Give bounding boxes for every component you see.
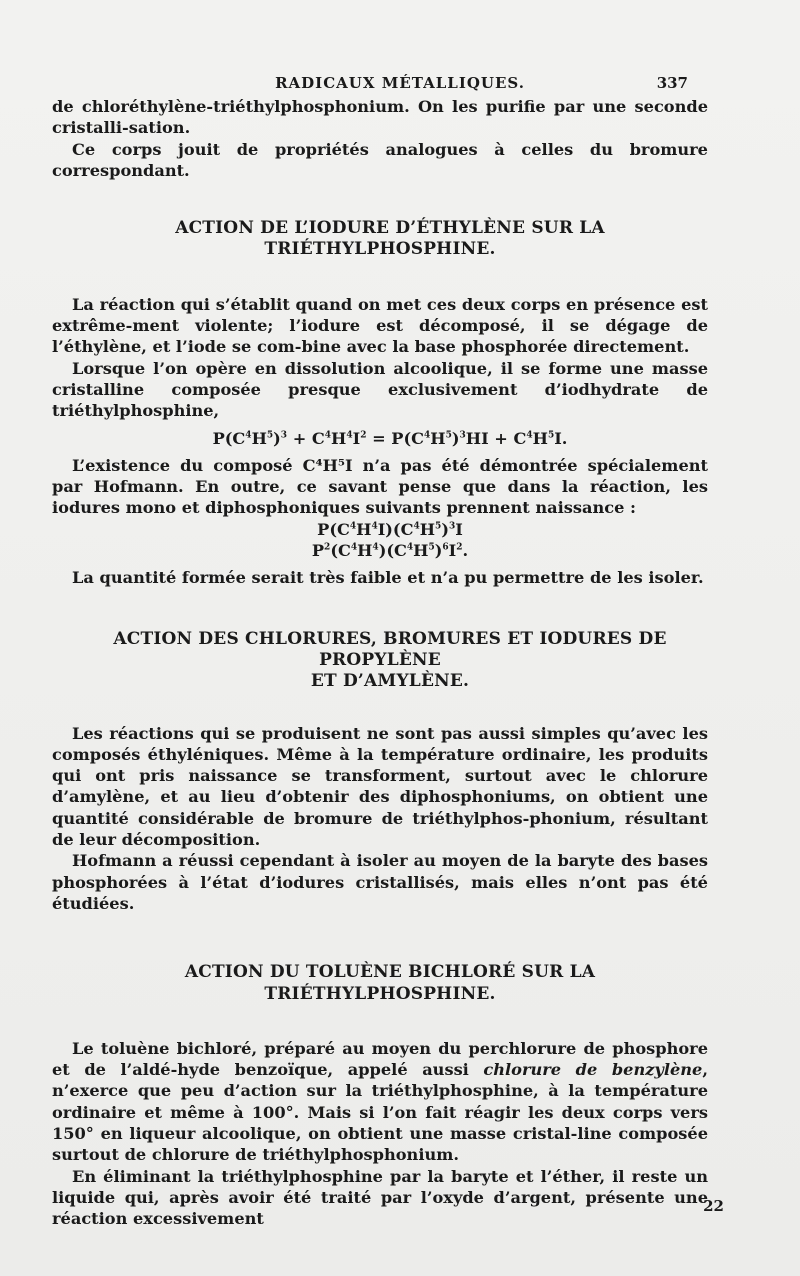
running-title: RADICAUX MÉTALLIQUES. [275, 74, 525, 92]
paragraph: Hofmann a réussi cependant à isoler au moyen de la baryte des bases phosphorées à l’état d’iodures cristallisés, mais elles n’ont pas été étudiées. [52, 851, 708, 913]
text-span: Le toluène bichloré, préparé au moyen du perchlorure de phosphore et de l’aldé-hyde benzoïque, appelé aussi [52, 1038, 708, 1080]
section-heading: ACTION DES CHLORURES, BROMURES ET IODURES DE PROPYLÈNE [113, 628, 667, 670]
chemical-formula: $P(C^4H^4I)(C^4H^5)^3I$ [317, 519, 463, 539]
paragraph: Ce corps jouit de propriétés analogues à celles du bromure correspondant. [52, 139, 708, 180]
italic-term: chlorure de benzylène [483, 1060, 703, 1080]
paragraph: Les réactions qui se produisent ne sont pas aussi simples qu’avec les composés éthyléniques. Même à la température ordinaire, les produits qui ont pris naissance se transforment, surtout avec le chlorure d’amylène, et au lieu d’obtenir des diphosphoniums, on obtient une quantité considérable de bromure de triéthylphos-phonium, résultant de leur décomposition. [52, 723, 708, 850]
paragraph: L’existence du composé C⁴H⁵I n’a pas été démontrée spécialement par Hofmann. En outre, ce savant pense que dans la réaction, les iodures mono et diphosphoniques suivants prennent naissance : [52, 455, 708, 518]
paragraph: En éliminant la triéthylphosphine par la baryte et l’éther, il reste un liquide qui, après avoir été traité par l’oxyde d’argent, présente une réaction excessivement [52, 1166, 708, 1229]
section-heading: ACTION DE L’IODURE D’ÉTHYLÈNE SUR LA TRIÉTHYLPHOSPHINE. [175, 218, 605, 260]
chemical-equation: $P(C^4H^5)^3 + C^4H^4I^2 = P(C^4H^5)^3HI + C^4H^5I$. [212, 428, 568, 448]
paragraph: de chloréthylène-triéthylphosphonium. On les purifie par une seconde cristalli-sation. [52, 97, 708, 138]
page-number: 337 [656, 74, 688, 92]
paragraph: La quantité formée serait très faible et n’a pu permettre de les isoler. [72, 568, 704, 588]
page-body [52, 96, 708, 1229]
running-header [0, 74, 800, 96]
paragraph [52, 1038, 708, 1166]
section-heading: ET D’AMYLÈNE. [310, 671, 470, 692]
paragraph: Lorsque l’on opère en dissolution alcoolique, il se forme une masse cristalline composée presque exclusivement d’iodhydrate de triéthylphosphine, [52, 358, 708, 421]
chemical-formula: $P^2(C^4H^4)(C^4H^5)^6I^2$. [311, 541, 469, 561]
signature-mark: 22 [703, 1197, 724, 1215]
section-heading: ACTION DU TOLUÈNE BICHLORÉ SUR LA TRIÉTHYLPHOSPHINE. [184, 962, 596, 1004]
text-span: , n’exerce que peu d’action sur la triéthylphosphine, à la température ordinaire et même à 100°. Mais si l’on fait réagir les deux corps vers 150° en liqueur alcoolique, on obtient une masse cristal-line composée surtout de chlorure de triéthylphosphonium. [52, 1060, 708, 1165]
paragraph: La réaction qui s’établit quand on met ces deux corps en présence est extrême-ment violente; l’iodure est décomposé, il se dégage de l’éthylène, et l’iode se com-bine avec la base phosphorée directement. [52, 294, 708, 357]
